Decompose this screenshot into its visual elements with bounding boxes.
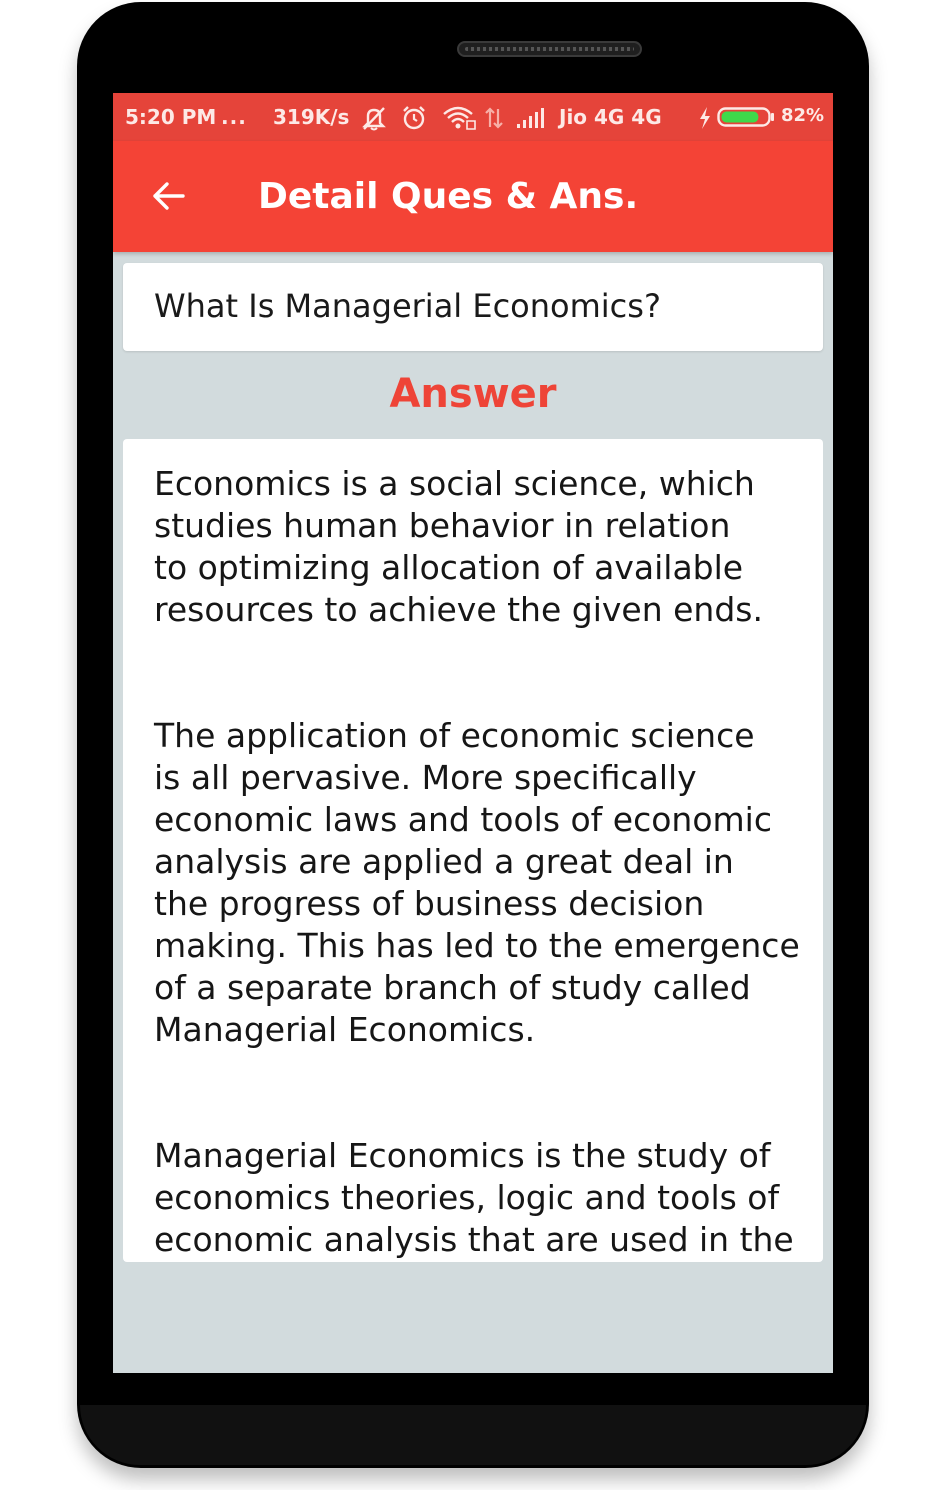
back-button[interactable] xyxy=(147,174,191,218)
speaker-grille xyxy=(457,41,642,57)
arrow-left-icon xyxy=(147,174,191,218)
screen xyxy=(113,93,833,1373)
answer-paragraph: Managerial Economics is the study of economics theories, logic and tools of economic analysis that are used in the xyxy=(154,1136,794,1259)
charging-icon xyxy=(697,105,713,136)
page-title: Detail Ques & Ans. xyxy=(258,176,639,217)
answer-heading: Answer xyxy=(389,371,557,417)
data-transfer-icon xyxy=(483,105,505,136)
app-bar xyxy=(113,141,833,252)
status-battery-percent: 82% xyxy=(781,105,825,126)
wifi-icon xyxy=(442,105,476,136)
status-bar xyxy=(113,93,833,141)
answer-paragraph: The application of economic science is all pervasive. More specifically economic laws and tools of economic analysis are applied a great deal in the progress of business decision making. This has led to the emergence of a separate branch of study called Managerial Economics. xyxy=(154,716,800,1049)
status-network-speed: 319K/s xyxy=(273,105,350,129)
phone-chin xyxy=(80,1405,866,1465)
status-more-indicator: ... xyxy=(221,105,247,129)
status-time: 5:20 PM xyxy=(125,105,217,129)
answer-card[interactable] xyxy=(123,439,823,1262)
mute-bell-icon xyxy=(360,105,388,136)
alarm-icon xyxy=(400,105,428,136)
status-carrier: Jio 4G 4G xyxy=(559,105,662,129)
battery-icon xyxy=(717,106,775,133)
signal-icon xyxy=(516,105,548,136)
answer-body xyxy=(154,463,814,1262)
question-text: What Is Managerial Economics? xyxy=(154,287,661,325)
question-card xyxy=(123,263,823,351)
answer-paragraph: Economics is a social science, which studies human behavior in relation to optimizing allocation of available resources to achieve the given ends. xyxy=(154,464,763,629)
